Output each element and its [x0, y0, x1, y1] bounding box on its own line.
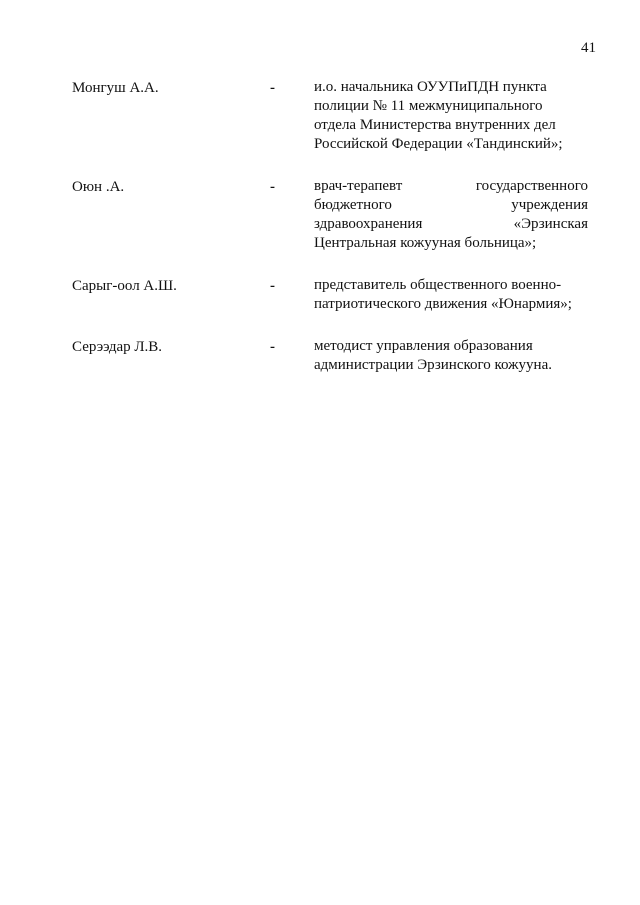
member-role — [314, 177, 588, 253]
role-line: здравоохранения «Эрзинская — [314, 216, 588, 232]
role-line: бюджетного учреждения — [314, 197, 588, 213]
member-role — [314, 276, 588, 314]
dash-separator: - — [270, 179, 275, 195]
member-row-oyun — [72, 177, 592, 253]
role-line: и.о. начальника ОУУПиПДН пункта — [314, 79, 547, 95]
member-role — [314, 78, 588, 154]
role-line: отдела Министерства внутренних дел — [314, 117, 556, 133]
committee-member-list — [72, 78, 592, 398]
role-line: Центральная кожууная больница»; — [314, 235, 537, 251]
dash-separator: - — [270, 80, 275, 96]
member-name: Серээдар Л.В. — [72, 339, 163, 355]
member-row-sereedar — [72, 337, 592, 375]
role-line: администрации Эрзинского кожууна. — [314, 357, 552, 373]
member-row-saryg-ool — [72, 276, 592, 314]
member-name: Сарыг-оол А.Ш. — [72, 278, 177, 294]
member-role — [314, 337, 588, 375]
member-row-mongush — [72, 78, 592, 154]
role-line: патриотического движения «Юнармия»; — [314, 296, 572, 312]
dash-separator: - — [270, 278, 275, 294]
dash-separator: - — [270, 339, 275, 355]
page-number: 41 — [581, 40, 596, 56]
role-line: Российской Федерации «Тандинский»; — [314, 136, 563, 152]
role-line: представитель общественного военно- — [314, 277, 562, 293]
role-line: методист управления образования — [314, 338, 533, 354]
member-name: Оюн .А. — [72, 179, 125, 195]
role-line: врач-терапевт государственного — [314, 178, 588, 194]
role-line: полиции № 11 межмуниципального — [314, 98, 543, 114]
member-name: Монгуш А.А. — [72, 80, 159, 96]
